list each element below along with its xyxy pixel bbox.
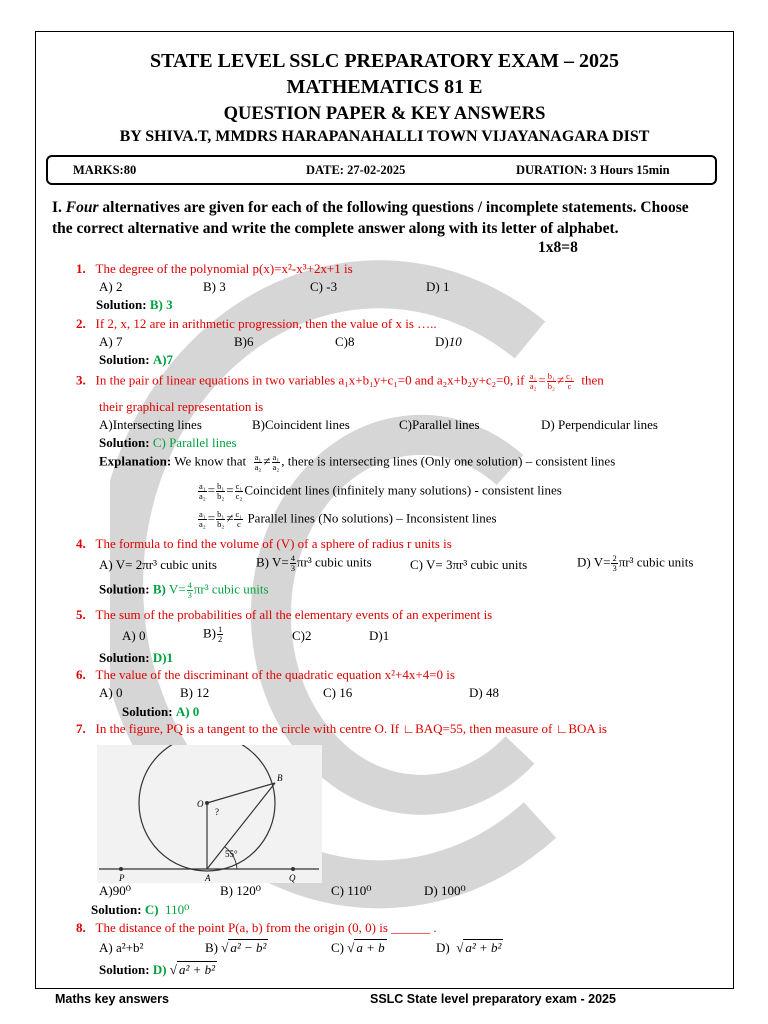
q7-option-d: D) 100⁰	[424, 883, 466, 898]
q5-option-c: C)2	[292, 628, 312, 643]
q6-option-a: A) 0	[99, 685, 123, 700]
q8-solution: Solution: D) √ a² + b²	[99, 962, 216, 977]
label-a: A	[205, 873, 211, 883]
marks-label: MARKS:80	[73, 163, 137, 177]
question-7: 7. In the figure, PQ is a tangent to the circle with centre O. If ∟BAQ=55, then measure of ∟BOA is	[76, 721, 607, 736]
section-instruction: I. Four alternatives are given for each of the following questions / incomplete statements. Choose the correct alternative and write the complete answer along with its letter of alphabet.	[52, 199, 689, 237]
q6-option-d: D) 48	[469, 685, 499, 700]
q3-text-continued: their graphical representation is	[99, 399, 264, 414]
q6-solution: Solution: A) 0	[122, 704, 200, 719]
q6-option-b: B) 12	[180, 685, 210, 700]
question-2: 2. If 2, x, 12 are in arithmetic progression, then the value of x is …..	[76, 316, 437, 331]
q3-solution: Solution: C) Parallel lines	[99, 435, 237, 450]
q4-option-a: A) V= 2πr³ cubic units	[99, 557, 217, 572]
footer-right: SSLC State level preparatory exam - 2025	[370, 992, 616, 1006]
q7-option-a: A)90⁰	[99, 883, 131, 898]
q3-explanation-2: $\frac{\text{a₁}}{\text{a₂}}$ = $\frac{\text{b₁}}{\text{b₂}}$ = $\frac{\text{c₁}}{\text{c₂}}$ Coincident lines (infinitely many solutions) - consistent lines	[199, 481, 562, 501]
q2-option-a: A) 7	[99, 334, 123, 349]
q1-option-b: B) 3	[203, 279, 226, 294]
info-box	[46, 155, 717, 185]
q3-option-b: B)Coincident lines	[252, 417, 350, 432]
q2-option-b: B)6	[234, 334, 254, 349]
duration-label: DURATION: 3 Hours 15min	[516, 163, 670, 177]
q1-option-d: D) 1	[426, 279, 450, 294]
label-b: B	[277, 773, 283, 783]
q7-solution: Solution: C) 110⁰	[91, 902, 190, 917]
author-line: BY SHIVA.T, MMDRS HARAPANAHALLI TOWN VIJAYANAGARA DIST	[119, 128, 650, 145]
q4-solution: Solution: B) V= $\frac{4}{3}$ πr³ cubic units	[99, 580, 269, 600]
q5-solution: Solution: D)1	[99, 650, 174, 665]
label-angle-55: 55°	[225, 849, 238, 859]
question-3: 3. In the pair of linear equations in two variables a₁x+b₁y+c₁=0 and a₂x+b₂y+c₂=0, if $\frac{\text{a₁}}{\text{a₂}}$ = $\frac{\text{b₁}}{\text{b₂}}$ ≠ $\frac{\text{c₁}}{c}$ then	[76, 371, 604, 391]
q4-option-c: C) V= 3πr³ cubic units	[410, 557, 528, 572]
paper-title: QUESTION PAPER & KEY ANSWERS	[223, 104, 546, 124]
q8-option-d: D) √ a² + b²	[436, 940, 502, 955]
question-5: 5. The sum of the probabilities of all the elementary events of an experiment is	[76, 607, 493, 622]
q1-option-a: A) 2	[99, 279, 123, 294]
q3-option-a: A)Intersecting lines	[99, 417, 202, 432]
subject-title: MATHEMATICS 81 E	[286, 76, 483, 98]
question-4: 4. The formula to find the volume of (V) of a sphere of radius r units is	[76, 536, 452, 551]
q2-option-c: C)8	[335, 334, 355, 349]
q8-option-b: B) √ a² − b²	[205, 940, 267, 955]
q3-explanation-3: $\frac{\text{a₁}}{\text{a₂}}$ = $\frac{\text{b₁}}{\text{b₂}}$ ≠ $\frac{\text{c₁}}{c}$ Parallel lines (No solutions) – Inconsistent lines	[199, 509, 497, 529]
q3-explanation-1: Explanation: We know that $\frac{\text{a₁}}{\text{a₂}}$ ≠ $\frac{\text{a₁}}{\text{a₂}}$ , there is intersecting lines (Only one solution) – consistent lines	[99, 452, 616, 472]
q4-option-b: B) V= $\frac{4}{3}$ πr³ cubic units	[256, 553, 372, 573]
q2-solution: Solution: A)7	[99, 352, 174, 367]
question-1: 1. The degree of the polynomial p(x)=x²-x³+2x+1 is	[76, 261, 353, 276]
q8-option-c: C) √ a + b	[331, 940, 385, 955]
q1-option-c: C) -3	[310, 279, 338, 294]
question-6: 6. The value of the discriminant of the quadratic equation x²+4x+4=0 is	[76, 667, 455, 682]
q8-option-a: A) a²+b²	[99, 940, 144, 955]
q5-option-b: B) $\frac{1}{2}$	[203, 624, 223, 644]
q7-option-b: B) 120⁰	[220, 883, 261, 898]
q5-option-d: D)1	[369, 628, 390, 643]
q7-option-c: C) 110⁰	[331, 883, 372, 898]
label-q: Q	[289, 873, 296, 883]
q2-option-d: D)10	[435, 334, 462, 349]
q6-option-c: C) 16	[323, 685, 353, 700]
footer-left: Maths key answers	[55, 992, 169, 1006]
section-marks: 1x8=8	[538, 239, 578, 256]
q3-option-c: C)Parallel lines	[399, 417, 480, 432]
q5-option-a: A) 0	[122, 628, 146, 643]
question-8: 8. The distance of the point P(a, b) from the origin (0, 0) is ______ .	[76, 920, 437, 935]
label-o: O	[197, 799, 204, 809]
tangent-circle-figure	[97, 745, 322, 883]
exam-title: STATE LEVEL SSLC PREPARATORY EXAM – 2025	[149, 50, 619, 72]
date-label: DATE: 27-02-2025	[306, 163, 406, 177]
q4-option-d: D) V= $\frac{2}{3}$ πr³ cubic units	[577, 553, 694, 573]
q3-option-d: D) Perpendicular lines	[541, 417, 658, 432]
label-angle-unknown: ?	[215, 807, 219, 817]
q1-solution: Solution: B) 3	[96, 297, 173, 312]
label-p: P	[119, 873, 125, 883]
